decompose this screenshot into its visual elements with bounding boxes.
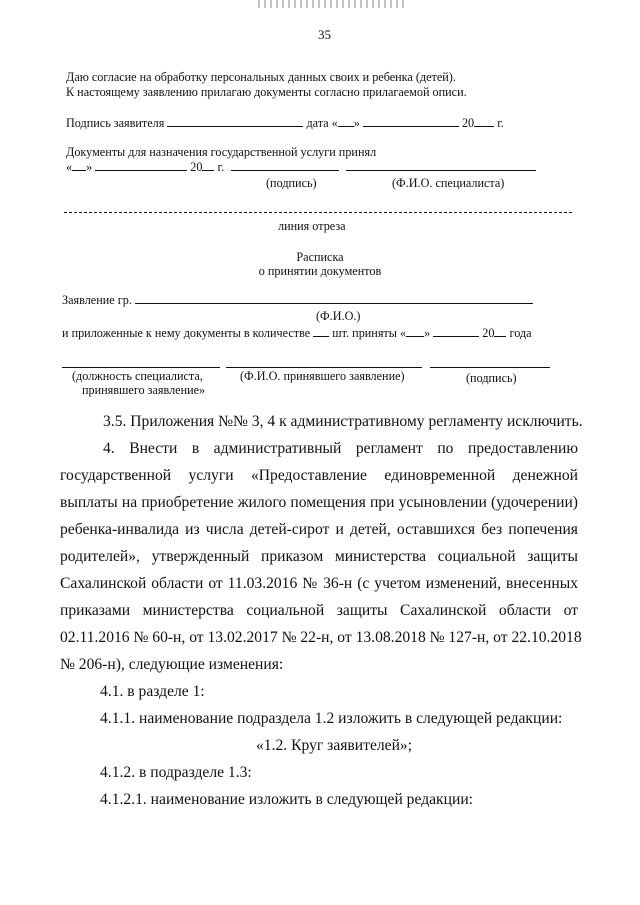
receipt-title: Расписка xyxy=(296,250,344,264)
specialist-signature-blank xyxy=(231,159,339,171)
year-blank xyxy=(474,115,494,127)
year-prefix-2: 20 xyxy=(190,160,203,174)
item-4-1-2-1: 4.1.2.1. наименование изложить в следующей редакции: xyxy=(100,791,473,808)
applicant-label: Заявление гр. xyxy=(62,293,132,307)
count-blank xyxy=(313,325,329,337)
month-blank-2 xyxy=(95,159,187,171)
year-suffix: г. xyxy=(497,116,504,130)
cut-line xyxy=(64,212,572,213)
applicant-row xyxy=(62,292,533,307)
day-blank-3 xyxy=(406,325,424,337)
date-label: дата « xyxy=(306,116,338,130)
paragraph-4-line-9: № 206-н), следующие изменения: xyxy=(60,656,284,673)
paragraph-4-line-4: ребенка-инвалида из числа детей-сирот и детей, оставшихся без попечения xyxy=(60,521,578,538)
caption-fio: (Ф.И.О.) xyxy=(316,309,361,323)
paragraph-4-line-8: 02.11.2016 № 60-н, от 13.02.2017 № 22-н, от 13.08.2018 № 127-н, от 22.10.2018 xyxy=(60,629,582,646)
paragraph-4-line-1: 4. Внести в административный регламент по предоставлению xyxy=(103,440,578,457)
caption-receipt-signature: (подпись) xyxy=(466,371,517,385)
year-prefix-3: 20 xyxy=(482,326,495,340)
signature-blank xyxy=(167,115,303,127)
applicant-name-blank xyxy=(135,292,533,304)
consent-line-2: К настоящему заявлению прилагаю документы согласно прилагаемой описи. xyxy=(66,85,467,99)
receipt-signature-line xyxy=(430,367,550,368)
item-4-1-1: 4.1.1. наименование подраздела 1.2 изложить в следующей редакции: xyxy=(100,710,563,727)
docs-accepted-label: Документы для назначения государственной услуги принял xyxy=(66,145,377,159)
specialist-name-blank xyxy=(346,159,536,171)
consent-line-1: Даю согласие на обработку персональных данных своих и ребенка (детей). xyxy=(66,70,456,84)
year-blank-3 xyxy=(494,325,506,337)
quote-close: » xyxy=(353,116,360,130)
month-blank-3 xyxy=(433,325,479,337)
docs-accepted-date-row xyxy=(66,159,536,174)
applicant-signature-row xyxy=(66,115,504,130)
item-4-1: 4.1. в разделе 1: xyxy=(100,683,205,700)
cut-line-label: линия отреза xyxy=(278,219,346,233)
month-blank xyxy=(363,115,459,127)
date-open: « xyxy=(66,160,73,174)
paragraph-4-line-3: выплаты на приобретение жилого помещения при усыновлении (удочерении) xyxy=(60,494,578,511)
year-word: года xyxy=(509,326,532,340)
item-4-1-2: 4.1.2. в подразделе 1.3: xyxy=(100,764,252,781)
position-line xyxy=(62,367,220,368)
paragraph-4-line-5: родителей», утвержденный приказом министерства социальной защиты xyxy=(60,548,578,565)
pcs-accepted: шт. приняты « xyxy=(332,326,407,340)
paragraph-4-line-2: государственной услуги «Предоставление единовременной денежной xyxy=(60,467,578,484)
year-suffix-2: г. xyxy=(217,160,225,174)
docs-count-row xyxy=(62,325,532,340)
page-number: 35 xyxy=(318,27,331,42)
paragraph-4-line-7: приказами министерства социальной защиты Сахалинской области от xyxy=(60,602,578,619)
day-blank-2 xyxy=(72,159,86,171)
quote-close-3: » xyxy=(424,326,431,340)
sign-label: Подпись заявителя xyxy=(66,116,165,130)
quote-close-2: » xyxy=(86,160,93,174)
scan-artifact xyxy=(258,0,408,8)
docs-count-text: и приложенные к нему документы в количестве xyxy=(62,326,311,340)
item-4-1-1-quote: «1.2. Круг заявителей»; xyxy=(256,737,413,754)
caption-signature: (подпись) xyxy=(266,176,317,190)
paragraph-3-5: 3.5. Приложения №№ 3, 4 к административному регламенту исключить. xyxy=(103,413,583,430)
caption-accepted-name: (Ф.И.О. принявшего заявление) xyxy=(240,369,405,383)
accepted-name-line xyxy=(226,367,422,368)
paragraph-4-line-6: Сахалинской области от 11.03.2016 № 36-н (с учетом изменений, внесенных xyxy=(60,575,578,592)
receipt-subtitle: о принятии документов xyxy=(258,264,382,278)
caption-specialist-name: (Ф.И.О. специалиста) xyxy=(392,176,505,190)
caption-position-2: принявшего заявление» xyxy=(82,383,206,397)
year-prefix: 20 xyxy=(461,116,475,130)
year-blank-2 xyxy=(202,159,214,171)
caption-position-1: (должность специалиста, xyxy=(72,369,203,383)
day-blank xyxy=(338,115,354,127)
